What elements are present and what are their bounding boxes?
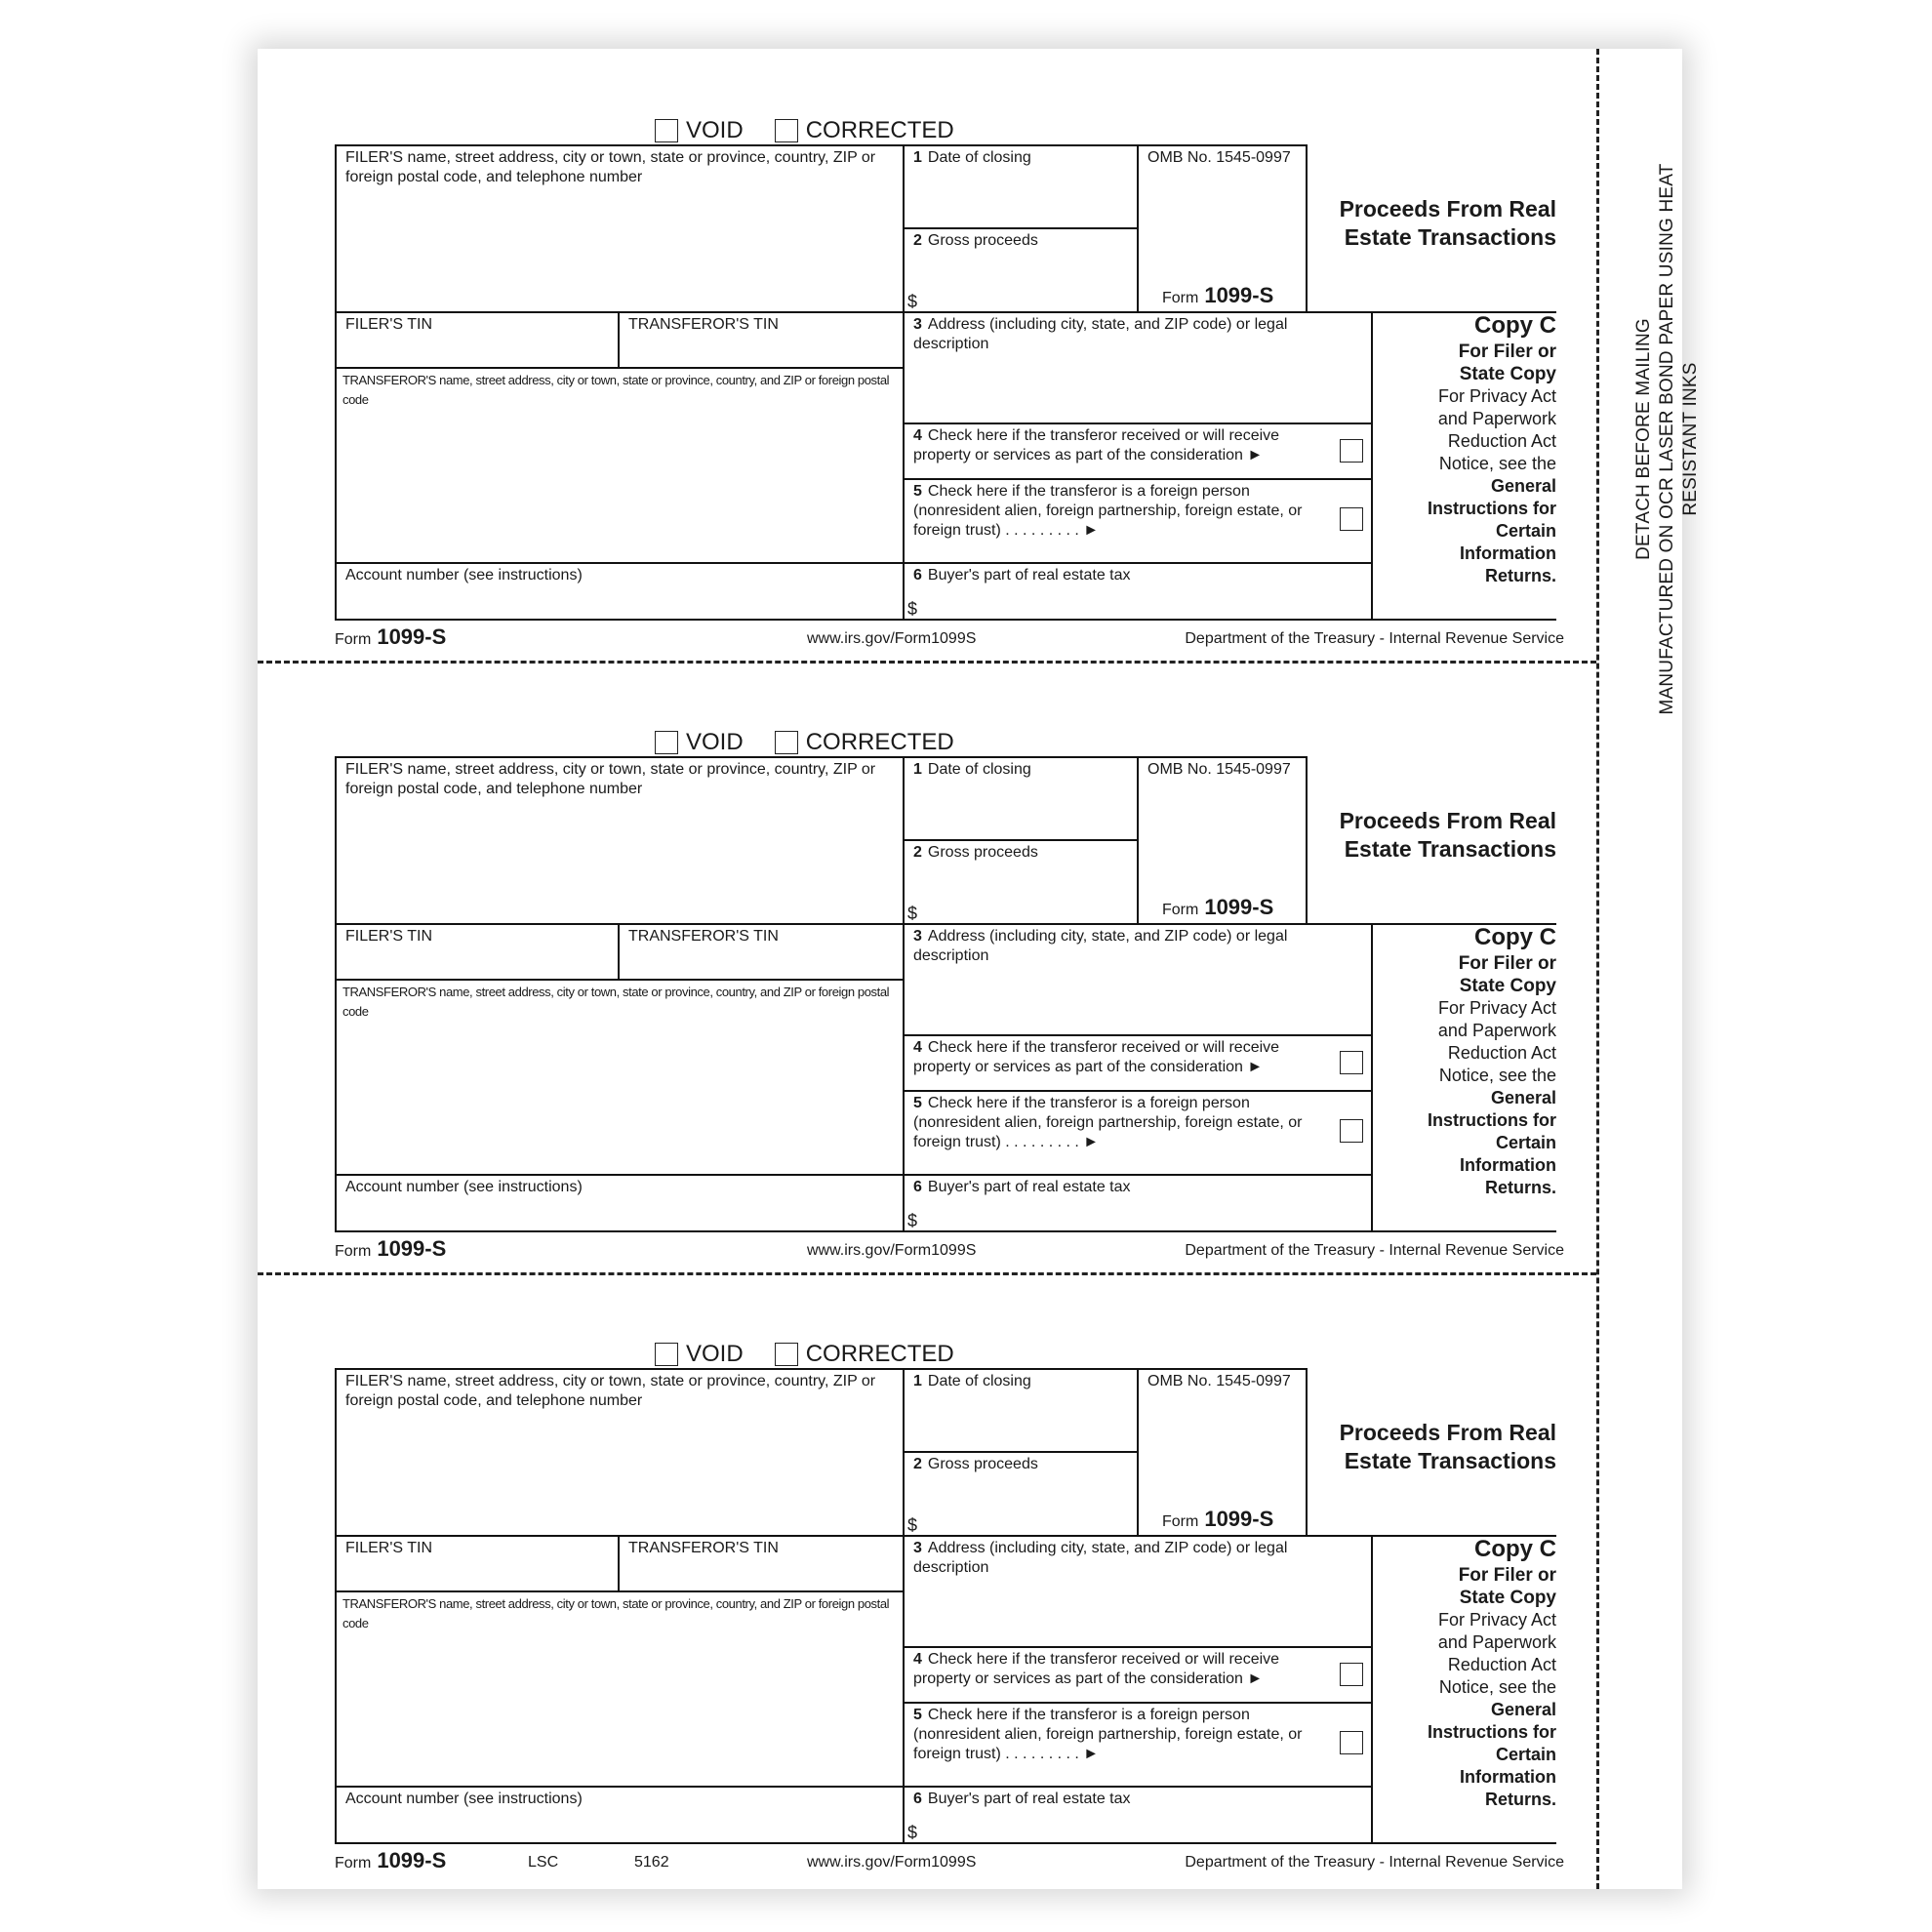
box5-label: Check here if the transferor is a foreign person (nonresident alien, foreign partnership, foreign estate, or foreign trust) . . . . . . . . . ► [913,1707,1303,1762]
form-number: 1099-S [1204,283,1274,307]
footer-form-number: 1099-S [377,1236,447,1261]
form-grid [335,1368,1556,1844]
form-footer [335,1236,1564,1266]
box3-label: Address (including city, state, and ZIP code) or legal description [913,1540,1288,1576]
transferor-info-field[interactable] [337,369,903,562]
omb-label: OMB No. 1545-0997 [1147,1373,1291,1389]
box3-number: 3 [913,1540,922,1556]
form-copy [335,729,1564,1314]
filer-info-field[interactable] [337,1370,903,1448]
box5-label: Check here if the transferor is a foreign person (nonresident alien, foreign partnership, foreign estate, or foreign trust) . . . . . . . . . ► [913,1095,1303,1150]
footer-form-word: Form [335,1243,372,1260]
box6-number: 6 [913,1791,922,1807]
copy-for: For Filer or State Copy [1458,1565,1556,1608]
form-title: Proceeds From Real Estate Transactions [1339,1420,1556,1473]
filer-tin-field[interactable] [337,1537,618,1590]
box4-number: 4 [913,1039,922,1056]
transferor-info-label: TRANSFEROR'S name, street address, city or town, state or province, country, and ZIP or foreign postal code [342,373,890,407]
account-number-field[interactable] [337,1176,903,1230]
irs-url: www.irs.gov/Form1099S [807,1854,977,1871]
form-word: Form [1162,1513,1199,1530]
void-corrected-row [655,117,986,144]
box5-row [905,1704,1334,1786]
box4-number: 4 [913,427,922,444]
box6-label: Buyer's part of real estate tax [927,567,1131,584]
footer-form-id [335,624,446,650]
gross-proceeds-field[interactable] [905,1453,1137,1535]
box3-label: Address (including city, state, and ZIP code) or legal description [913,928,1288,964]
filer-info-field[interactable] [337,146,903,224]
void-corrected-row [655,729,986,756]
corrected-label: CORRECTED [805,1341,954,1367]
box3-label: Address (including city, state, and ZIP code) or legal description [913,316,1288,352]
date-of-closing-field[interactable] [905,146,1137,227]
box2-label: Gross proceeds [927,1456,1038,1472]
filer-info-label: FILER'S name, street address, city or town, state or province, country, ZIP or foreign postal code, and telephone number [345,1373,876,1409]
void-label: VOID [686,1341,744,1367]
filer-info-label: FILER'S name, street address, city or town, state or province, country, ZIP or foreign postal code, and telephone number [345,149,876,185]
corrected-checkbox[interactable] [775,119,798,142]
void-label: VOID [686,729,744,755]
box6-label: Buyer's part of real estate tax [927,1179,1131,1195]
form-grid [335,756,1556,1232]
filer-info-label: FILER'S name, street address, city or town, state or province, country, ZIP or foreign postal code, and telephone number [345,761,876,797]
box4-number: 4 [913,1651,922,1668]
manufacturing-notice: MANUFACTURED ON OCR LASER BOND PAPER USING HEAT RESISTANT INKS [1657,163,1701,715]
instructions-text: General Instructions for Certain Information Returns. [1427,1700,1556,1809]
dollar-sign: $ [907,599,918,619]
corrected-label: CORRECTED [805,117,954,143]
box4-row [905,1648,1334,1702]
lsc-label: LSC [528,1854,559,1871]
omb-number [1139,758,1306,797]
box2-number: 2 [913,1456,922,1472]
box1-number: 1 [913,761,922,778]
box5-checkbox[interactable] [1340,507,1363,531]
footer-form-word: Form [335,1855,372,1872]
omb-label: OMB No. 1545-0997 [1147,149,1291,166]
box4-label: Check here if the transferor received or will receive property or services as part of the consideration ► [913,427,1280,463]
transferor-tin-field[interactable] [620,313,903,367]
form-footer [335,624,1564,654]
box1-label: Date of closing [927,149,1031,166]
dollar-sign: $ [907,1211,918,1230]
account-label: Account number (see instructions) [345,1179,583,1195]
form-code: 5162 [634,1854,669,1871]
form-word: Form [1162,290,1199,306]
irs-url: www.irs.gov/Form1099S [807,1242,977,1259]
department-text: Department of the Treasury - Internal Revenue Service [1185,630,1564,647]
transferor-info-field[interactable] [337,1592,903,1786]
filer-tin-label: FILER'S TIN [345,316,432,333]
box4-checkbox[interactable] [1340,1663,1363,1686]
footer-form-number: 1099-S [377,1848,447,1872]
form-word: Form [1162,902,1199,918]
filer-tin-label: FILER'S TIN [345,1540,432,1556]
vertical-perforation [1596,49,1599,1889]
buyer-tax-field[interactable] [905,1176,1371,1230]
box1-number: 1 [913,1373,922,1389]
gross-proceeds-field[interactable] [905,841,1137,923]
omb-number [1139,1370,1306,1409]
box5-checkbox[interactable] [1340,1731,1363,1754]
account-label: Account number (see instructions) [345,1791,583,1807]
privacy-text: For Privacy Act and Paperwork Reduction Act Notice, see the [1437,386,1556,473]
box4-row [905,424,1334,478]
dollar-sign: $ [907,1515,918,1535]
gross-proceeds-field[interactable] [905,229,1137,311]
transferor-tin-label: TRANSFEROR'S TIN [628,928,779,945]
irs-url: www.irs.gov/Form1099S [807,630,977,647]
filer-tin-field[interactable] [337,313,618,367]
box2-number: 2 [913,844,922,861]
transferor-info-field[interactable] [337,981,903,1174]
department-text: Department of the Treasury - Internal Revenue Service [1185,1242,1564,1259]
dollar-sign: $ [907,292,918,311]
date-of-closing-field[interactable] [905,758,1137,839]
omb-number [1139,146,1306,185]
form-title: Proceeds From Real Estate Transactions [1339,196,1556,250]
void-checkbox[interactable] [655,731,678,754]
form-id [1162,895,1273,920]
side-notice [1619,117,1716,761]
omb-label: OMB No. 1545-0997 [1147,761,1291,778]
copy-title: Copy C [1474,1536,1556,1562]
form-grid [335,144,1556,621]
box5-number: 5 [913,1095,922,1111]
privacy-text: For Privacy Act and Paperwork Reduction Act Notice, see the [1437,1610,1556,1697]
date-of-closing-field[interactable] [905,1370,1137,1451]
copy-for: For Filer or State Copy [1458,342,1556,384]
box5-label: Check here if the transferor is a foreign person (nonresident alien, foreign partnership, foreign estate, or foreign trust) . . . . . . . . . ► [913,483,1303,539]
form-id [1162,1507,1273,1532]
void-label: VOID [686,117,744,143]
box4-checkbox[interactable] [1340,439,1363,463]
corrected-checkbox[interactable] [775,1343,798,1366]
transferor-info-label: TRANSFEROR'S name, street address, city or town, state or province, country, and ZIP or foreign postal code [342,985,890,1019]
form-number: 1099-S [1204,895,1274,919]
department-text: Department of the Treasury - Internal Revenue Service [1185,1854,1564,1871]
dollar-sign: $ [907,904,918,923]
box1-label: Date of closing [927,1373,1031,1389]
box2-number: 2 [913,232,922,249]
copy-designation [1410,1535,1556,1811]
copy-designation [1410,923,1556,1199]
transferor-info-label: TRANSFEROR'S name, street address, city or town, state or province, country, and ZIP or foreign postal code [342,1596,890,1630]
buyer-tax-field[interactable] [905,1788,1371,1842]
property-address-field[interactable] [905,313,1371,423]
corrected-label: CORRECTED [805,729,954,755]
copy-title: Copy C [1474,924,1556,950]
form-copy [335,117,1564,703]
box6-number: 6 [913,567,922,584]
box2-label: Gross proceeds [927,844,1038,861]
footer-form-word: Form [335,631,372,648]
footer-form-number: 1099-S [377,624,447,649]
account-number-field[interactable] [337,1788,903,1842]
box5-number: 5 [913,1707,922,1723]
box5-number: 5 [913,483,922,500]
property-address-field[interactable] [905,925,1371,1034]
form-sheet [258,49,1701,1889]
box2-label: Gross proceeds [927,232,1038,249]
void-corrected-row [655,1341,986,1368]
box4-label: Check here if the transferor received or will receive property or services as part of the consideration ► [913,1039,1280,1075]
instructions-text: General Instructions for Certain Information Returns. [1427,1088,1556,1197]
buyer-tax-field[interactable] [905,564,1371,619]
box6-number: 6 [913,1179,922,1195]
privacy-text: For Privacy Act and Paperwork Reduction Act Notice, see the [1437,998,1556,1085]
detach-notice: DETACH BEFORE MAILING [1633,318,1654,560]
account-number-field[interactable] [337,564,903,619]
filer-info-field[interactable] [337,758,903,836]
filer-tin-label: FILER'S TIN [345,928,432,945]
form-number: 1099-S [1204,1507,1274,1531]
box3-number: 3 [913,928,922,945]
footer-form-id [335,1236,446,1262]
form-copy [335,1341,1564,1926]
copy-title: Copy C [1474,312,1556,339]
transferor-tin-field[interactable] [620,1537,903,1590]
box1-label: Date of closing [927,761,1031,778]
form-title: Proceeds From Real Estate Transactions [1339,808,1556,862]
box3-number: 3 [913,316,922,333]
copy-designation [1410,311,1556,587]
footer-form-id [335,1848,446,1873]
box4-label: Check here if the transferor received or will receive property or services as part of the consideration ► [913,1651,1280,1687]
copy-for: For Filer or State Copy [1458,953,1556,996]
filer-tin-field[interactable] [337,925,618,979]
box5-row [905,1092,1334,1174]
form-footer [335,1848,1564,1877]
box6-label: Buyer's part of real estate tax [927,1791,1131,1807]
property-address-field[interactable] [905,1537,1371,1646]
form-id [1162,283,1273,308]
transferor-tin-label: TRANSFEROR'S TIN [628,316,779,333]
corrected-checkbox[interactable] [775,731,798,754]
box1-number: 1 [913,149,922,166]
transferor-tin-label: TRANSFEROR'S TIN [628,1540,779,1556]
dollar-sign: $ [907,1823,918,1842]
void-checkbox[interactable] [655,1343,678,1366]
transferor-tin-field[interactable] [620,925,903,979]
box4-checkbox[interactable] [1340,1051,1363,1074]
void-checkbox[interactable] [655,119,678,142]
account-label: Account number (see instructions) [345,567,583,584]
instructions-text: General Instructions for Certain Information Returns. [1427,476,1556,585]
box4-row [905,1036,1334,1090]
box5-row [905,480,1334,562]
box5-checkbox[interactable] [1340,1119,1363,1143]
